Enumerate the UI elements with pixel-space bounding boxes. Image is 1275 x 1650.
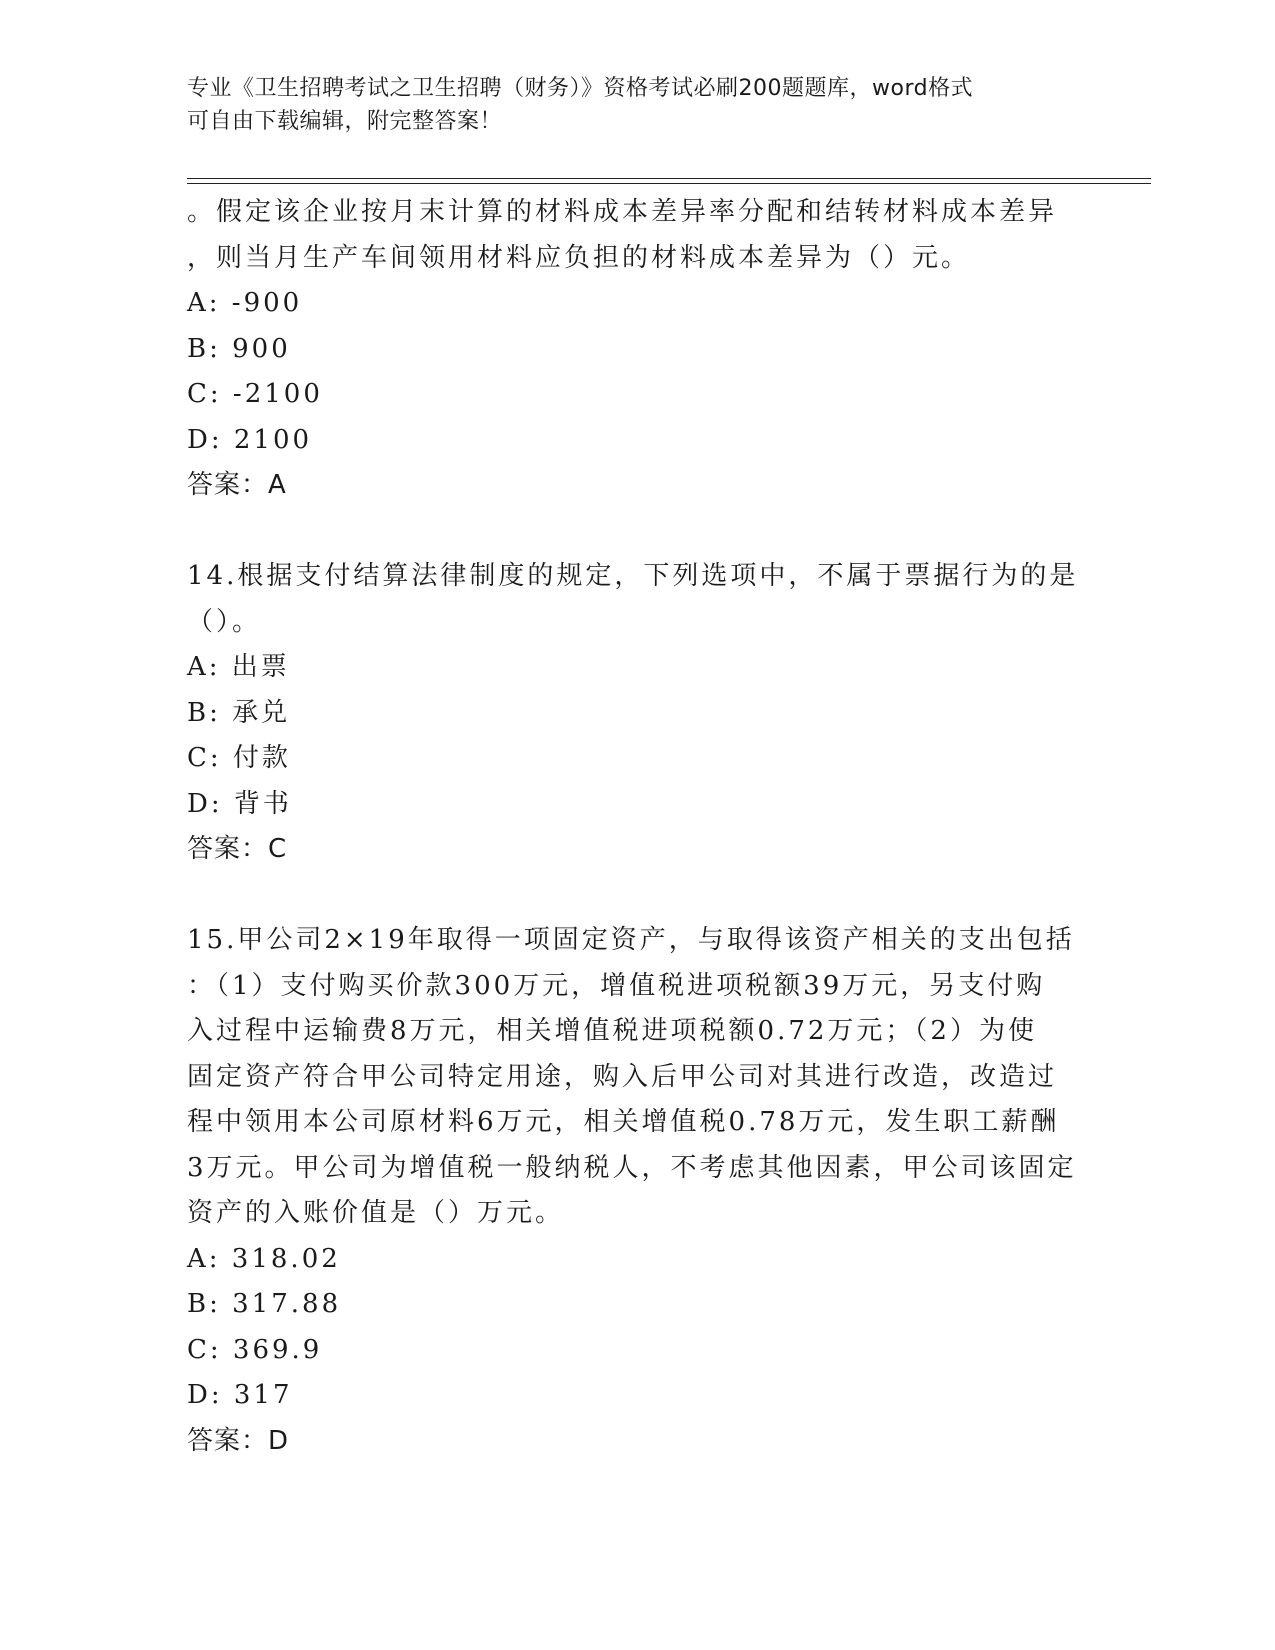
- option-c: C: 369.9: [187, 1334, 323, 1365]
- question-stem-line: ，则当月生产车间领用材料应负担的材料成本差异为（）元。: [187, 242, 971, 273]
- question-stem-line: ：（1）支付购买价款300万元，增值税进项税额39万元，另支付购: [187, 970, 1046, 1001]
- question-stem-line: 程中领用本公司原材料6万元，相关增值税0.78万元，发生职工薪酬: [187, 1107, 1060, 1137]
- question-block-13: [187, 190, 1087, 509]
- spacer: [187, 873, 1087, 919]
- question-stem-line: 。假定该企业按月末计算的材料成本差异率分配和结转材料成本差异: [187, 197, 1058, 227]
- header-title-line-1: 专业《卫生招聘考试之卫生招聘（财务）》资格考试必刷200题题库，word格式: [187, 76, 974, 101]
- option-a: A: -900: [187, 288, 303, 318]
- answer-line: 答案：A: [187, 470, 287, 500]
- question-list: [187, 190, 1087, 1464]
- question-stem-line: 3万元。甲公司为增值税一般纳税人，不考虑其他因素，甲公司该固定: [187, 1152, 1077, 1183]
- question-block-15: [187, 918, 1087, 1464]
- option-d: D: 2100: [187, 424, 313, 455]
- question-stem-line: 14.根据支付结算法律制度的规定，下列选项中，不属于票据行为的是: [187, 561, 1079, 591]
- page-header: [187, 72, 1087, 138]
- answer-line: 答案：C: [187, 834, 288, 864]
- option-b: B: 900: [187, 333, 291, 364]
- question-stem-line: 15.甲公司2×19年取得一项固定资产，与取得该资产相关的支出包括: [187, 925, 1075, 955]
- option-c: C: -2100: [187, 379, 323, 409]
- question-stem-line: 固定资产符合甲公司特定用途，购入后甲公司对其进行改造，改造过: [187, 1061, 1058, 1092]
- header-title-line-2: 可自由下载编辑，附完整答案！: [187, 109, 503, 134]
- spacer: [187, 509, 1087, 555]
- question-block-14: [187, 554, 1087, 873]
- question-stem-line: 资产的入账价值是（）万元。: [187, 1198, 565, 1228]
- question-stem-line: （）。: [187, 606, 262, 637]
- option-a: A: 出票: [187, 652, 290, 682]
- question-stem-line: 入过程中运输费8万元，相关增值税进项税额0.72万元；（2）为使: [187, 1016, 1037, 1046]
- header-divider-bottom: [187, 183, 1151, 184]
- option-d: D: 背书: [187, 788, 292, 819]
- answer-line: 答案：D: [187, 1425, 290, 1456]
- option-b: B: 317.88: [187, 1289, 342, 1319]
- option-c: C: 付款: [187, 743, 291, 773]
- option-b: B: 承兑: [187, 697, 291, 728]
- option-a: A: 318.02: [187, 1243, 341, 1274]
- option-d: D: 317: [187, 1380, 293, 1410]
- header-divider-top: [187, 178, 1151, 179]
